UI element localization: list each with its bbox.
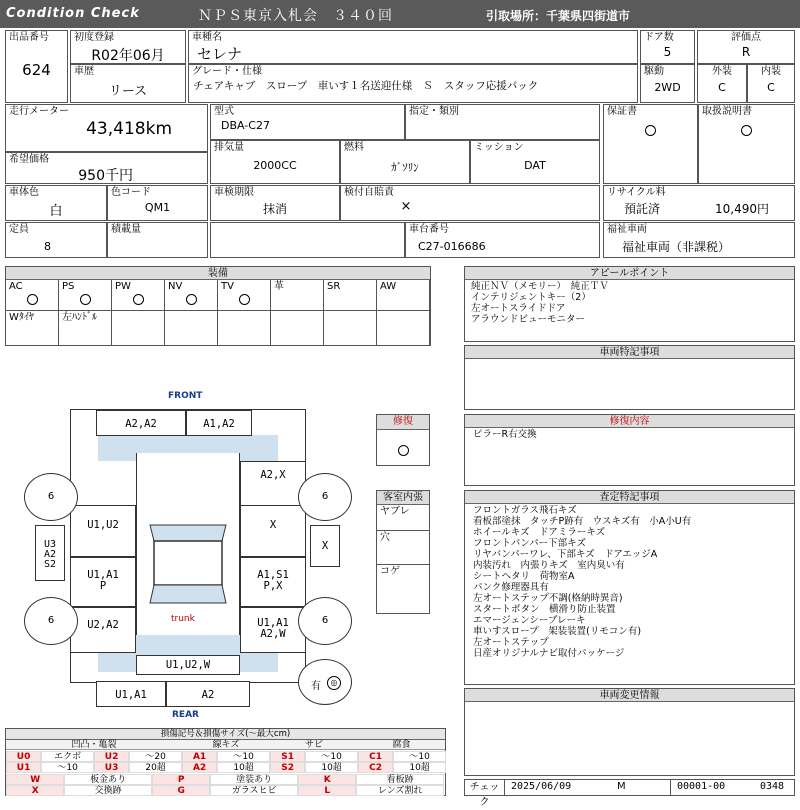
equipment-cell <box>112 280 165 311</box>
grade-score-cell <box>697 30 795 64</box>
price-cell <box>5 152 208 184</box>
drive: 2WD <box>654 81 681 94</box>
model-name-cell <box>188 30 638 64</box>
body-color-cell <box>5 185 107 221</box>
equipment-cell <box>377 311 430 345</box>
blank-cell <box>210 222 405 258</box>
legend-title: 損傷記号＆損傷サイズ(～最大cm) <box>6 729 445 740</box>
equipment-mark <box>186 294 197 305</box>
color-code-cell <box>107 185 208 221</box>
appeal-line: 左オートスライドドア <box>471 303 566 314</box>
legend-code: A2 <box>182 762 217 773</box>
equipment-label: SR <box>327 281 341 292</box>
appeal-line: アラウンドビューモニター <box>471 314 586 325</box>
damage-legend <box>5 728 446 796</box>
warranty-mark <box>604 121 697 140</box>
equipment-cell <box>218 280 271 311</box>
lot-number-cell <box>5 30 68 103</box>
repair-detail-line: ピラーR右交換 <box>473 429 537 440</box>
equipment-label: PW <box>115 281 131 292</box>
exterior-label: 外装 <box>712 66 732 77</box>
legend-code: W <box>6 774 64 785</box>
exterior-cell <box>697 64 747 103</box>
legend-code: C2 <box>358 762 393 773</box>
model-name-label: 車種名 <box>192 32 222 43</box>
legend-header: 腐食 <box>358 740 445 750</box>
inspection: 抹消 <box>262 202 287 216</box>
rear-window <box>136 635 240 655</box>
legend-text: ～10 <box>305 751 358 762</box>
footer-code: 00001-00 <box>677 781 726 792</box>
tire-front-right: 6 <box>298 473 352 521</box>
zone-rear-right: A2 <box>166 681 250 707</box>
front-left-glass <box>98 435 136 461</box>
manual-mark <box>699 121 794 140</box>
model-code: DBA-C27 <box>221 119 270 132</box>
fuel: ｶﾞｿﾘﾝ <box>391 161 419 174</box>
drive-cell <box>640 64 695 103</box>
zone-left-rear-door: U1,A1 P <box>70 557 136 607</box>
inspection-note: スタートボタン 横滑り防止装置 <box>473 604 616 615</box>
legend-header: サビ <box>270 740 358 750</box>
inspection-note: パンク修理器具有 <box>473 582 549 593</box>
equipment-label: AC <box>9 281 23 292</box>
equipment-cell <box>112 311 165 345</box>
liability-insurance-label: 検付自賠責 <box>344 187 394 198</box>
designation-label: 指定・類別 <box>409 106 459 117</box>
doors-label: ドア数 <box>644 32 674 43</box>
welfare: 福祉車両（非課税） <box>622 240 731 254</box>
equipment-label: PS <box>62 281 75 292</box>
inspection-cell <box>210 185 340 221</box>
inspection-label: 車検期限 <box>214 187 254 198</box>
legend-code: X <box>6 785 64 796</box>
grade-spec: チェアキャブ スロープ 車いす１名送迎仕様 Ｓ スタッフ応援パック <box>193 80 539 92</box>
mileage: 43,418km <box>86 119 172 139</box>
legend-code: U0 <box>6 751 41 762</box>
spare-tire-icon: ◎ <box>327 676 341 690</box>
footer-bar <box>464 779 795 808</box>
load-capacity-cell <box>107 222 208 258</box>
legend-code: S2 <box>270 762 305 773</box>
equipment-cell <box>59 311 112 345</box>
zone-right-quarter: U1,A1 A2,W <box>240 607 306 653</box>
legend-header: 凹凸・亀裂 <box>6 740 182 750</box>
inspection-note: エマージェンシーブレーキ <box>473 615 586 626</box>
legend-code: U2 <box>94 751 129 762</box>
displacement-cell <box>210 140 340 184</box>
equipment-cell <box>324 280 377 311</box>
body-color-label: 車体色 <box>9 187 39 198</box>
repair-mark <box>377 441 429 460</box>
spare-tire <box>298 659 352 705</box>
welfare-cell <box>603 222 795 258</box>
body-color: 白 <box>49 204 63 219</box>
lot-number: 624 <box>22 61 51 79</box>
legend-code: P <box>152 774 210 785</box>
model-code-cell <box>210 104 405 140</box>
inspection-note: 左オートステップ <box>473 637 549 648</box>
grade-score: R <box>741 45 751 59</box>
legend-text: 交換跡 <box>64 785 152 796</box>
inspection-notes-panel <box>464 490 795 685</box>
legend-text: 10超 <box>305 762 358 773</box>
repair-detail-panel <box>464 414 795 486</box>
legend-text: ～10 <box>393 751 446 762</box>
appeal-lines <box>471 281 609 325</box>
footer-divider <box>670 780 671 795</box>
zone-rear-left: U1,A1 <box>96 681 166 707</box>
inspection-note: 日産オリジナルナビ取付パッケージ <box>473 648 625 659</box>
mission-cell <box>470 140 600 184</box>
legend-code: S1 <box>270 751 305 762</box>
equipment-cell <box>271 280 324 311</box>
grade-spec-cell <box>188 64 638 103</box>
legend-text: ～10 <box>217 751 270 762</box>
recycle-label: リサイクル料 <box>607 187 666 198</box>
legend-text: エクボ <box>41 751 94 762</box>
inspection-note: リヤバンパーワレ、下部キズ ドアエッジA <box>473 549 658 560</box>
liability-insurance-cell <box>340 185 600 221</box>
equipment-mark <box>27 294 38 305</box>
repair-title: 修復 <box>377 415 429 430</box>
zone-left-side: U3 A2 S2 <box>35 525 65 581</box>
equipment-cell <box>377 280 430 311</box>
cabin-hole-label: 穴 <box>380 532 390 543</box>
legend-text: ～10 <box>41 762 94 773</box>
inspection-note: 車いすスロープ 架装装置(リモコン有) <box>473 626 642 637</box>
mileage-cell <box>5 104 208 152</box>
equipment-cell <box>324 311 377 345</box>
equipment-cell <box>6 280 59 311</box>
legend-code: U1 <box>6 762 41 773</box>
legend-header: 線キズ <box>182 740 270 750</box>
recycle-cell <box>603 185 795 221</box>
legend-text: ガラスヒビ <box>210 785 298 796</box>
legend-code: K <box>298 774 356 785</box>
equipment-cell <box>271 311 324 345</box>
legend-text: レンズ割れ <box>356 785 444 796</box>
zone-left-quarter: U2,A2 <box>70 607 136 653</box>
cabin-tear-label: ヤブレ <box>380 506 410 517</box>
equipment-label: Wﾀｲﾔ <box>9 312 34 323</box>
equipment-cell <box>165 280 218 311</box>
price-label: 希望価格 <box>9 154 49 165</box>
legend-text: ～20 <box>129 751 182 762</box>
tire-front-left: 6 <box>24 473 78 521</box>
displacement: 2000CC <box>253 159 297 172</box>
chassis-label: 車台番号 <box>409 224 449 235</box>
fuel-label: 燃料 <box>344 142 364 153</box>
inspection-note: 看板部塗抹 タッチP跡有 ウスキズ有 小A小U有 <box>473 516 692 527</box>
brand-title: Condition Check <box>6 6 140 21</box>
legend-code: G <box>152 785 210 796</box>
grade-spec-label: グレード・仕様 <box>192 66 262 77</box>
interior-label: 内装 <box>761 66 781 77</box>
cabin-burn <box>377 565 429 613</box>
appeal-panel <box>464 266 795 342</box>
appeal-title: アピールポイント <box>465 267 794 280</box>
legend-text: 10超 <box>217 762 270 773</box>
change-info-panel <box>464 688 795 776</box>
legend-text: 看板跡 <box>356 774 444 785</box>
cabin-burn-label: コゲ <box>380 566 400 577</box>
legend-grid <box>6 740 445 795</box>
trunk-label: trunk <box>171 614 195 624</box>
tire-rear-right: 6 <box>298 597 352 645</box>
drive-label: 駆動 <box>644 66 664 77</box>
grade-score-label: 評価点 <box>731 32 761 43</box>
inspection-note: フロントガラス飛石キズ <box>473 505 577 516</box>
tire-rear-left: 6 <box>24 597 78 645</box>
model-code-label: 型式 <box>214 106 234 117</box>
mission-label: ミッション <box>474 142 524 153</box>
equipment-cell <box>6 311 59 345</box>
legend-text: 20超 <box>129 762 182 773</box>
displacement-label: 排気量 <box>214 142 244 153</box>
equipment-title: 装備 <box>6 267 430 280</box>
cabin-lining-panel <box>376 490 430 614</box>
liability-insurance: × <box>400 199 412 214</box>
check-label: チェック <box>465 780 505 795</box>
special-notes-panel <box>464 345 795 410</box>
welfare-label: 福祉車両 <box>607 224 647 235</box>
color-code: QM1 <box>144 201 171 214</box>
model-name: セレナ <box>197 45 243 63</box>
equipment-cell <box>218 311 271 345</box>
capacity: 8 <box>44 240 51 253</box>
checker: M <box>617 781 626 792</box>
load-capacity-label: 積載量 <box>111 224 141 235</box>
manual-label: 取扱説明書 <box>702 106 752 117</box>
appeal-line: 純正ＮＶ（メモリー） 純正ＴＶ <box>471 281 609 292</box>
color-code-label: 色コード <box>111 187 151 198</box>
chassis-cell <box>405 222 600 258</box>
special-notes-title: 車両特記事項 <box>465 346 794 359</box>
legend-text: 10超 <box>393 762 446 773</box>
equipment-label: AW <box>380 281 397 292</box>
equipment-cell <box>59 280 112 311</box>
zone-right-fender: A2,X <box>240 461 306 507</box>
equipment-label: NV <box>168 281 183 292</box>
zone-left-front-door: U1,U2 <box>70 505 136 557</box>
recycle-amount: 10,490円 <box>715 202 769 216</box>
inspection-notes-list <box>473 505 691 659</box>
windshield <box>136 435 240 453</box>
car-diagram <box>0 385 375 725</box>
legend-code: A1 <box>182 751 217 762</box>
zone-front-right: A1,A2 <box>186 410 252 436</box>
zone-right-front-door: X <box>240 505 306 557</box>
repair-history-box <box>376 414 430 466</box>
check-date: 2025/06/09 <box>511 781 572 792</box>
chassis-number: C27-016686 <box>418 240 486 253</box>
equipment-label: TV <box>221 281 234 292</box>
inspection-note: ホイールキズ ドアミラーキズ <box>473 527 606 538</box>
recycle-status: 預託済 <box>624 202 661 216</box>
designation-cell <box>405 104 600 140</box>
history-cell <box>70 64 186 103</box>
zone-rear-upper: U1,U2,W <box>136 655 240 675</box>
inspection-note: シートヘタリ 荷物室A <box>473 571 575 582</box>
cabin-lining-title: 客室内張 <box>377 491 429 505</box>
first-registration-cell <box>70 30 186 64</box>
pickup-location: 引取場所：千葉県四街道市 <box>486 9 631 23</box>
front-label: FRONT <box>168 391 203 401</box>
fuel-cell <box>340 140 470 184</box>
equipment-grid <box>6 280 430 345</box>
interior-cell <box>747 64 795 103</box>
legend-text: 板金あり <box>64 774 152 785</box>
first-registration-label: 初度登録 <box>74 32 114 43</box>
doors-cell <box>640 30 695 64</box>
warranty-label: 保証書 <box>607 106 637 117</box>
inspection-note: 左オートステップ不調(格納時異音) <box>473 593 623 604</box>
manual-cell <box>698 104 795 184</box>
history-label: 車歴 <box>74 66 94 77</box>
mission: DAT <box>524 159 546 172</box>
inspection-notes-title: 査定特記事項 <box>465 491 794 504</box>
zone-front-left: A2,A2 <box>96 410 186 436</box>
roof-frame <box>150 525 226 605</box>
mileage-label: 走行メーター <box>9 106 69 117</box>
auction-title: ＮＰＳ東京入札会 ３４０回 <box>198 8 393 24</box>
doors: 5 <box>663 45 672 59</box>
warranty-cell <box>603 104 698 184</box>
equipment-mark <box>239 294 250 305</box>
change-info-title: 車両変更情報 <box>465 689 794 702</box>
capacity-label: 定員 <box>9 224 29 235</box>
legend-code: L <box>298 785 356 796</box>
equipment-label: 左ﾊﾝﾄﾞﾙ <box>62 312 97 323</box>
price: 950千円 <box>78 168 133 184</box>
equipment-panel <box>5 266 431 346</box>
interior: C <box>767 81 775 94</box>
capacity-cell <box>5 222 107 258</box>
equipment-label: 革 <box>274 281 284 292</box>
equipment-mark <box>133 294 144 305</box>
rear-label: REAR <box>172 710 199 720</box>
legend-text: 塗装あり <box>210 774 298 785</box>
repair-detail-title: 修復内容 <box>465 415 794 428</box>
zone-right-rear-door: A1,S1 P,X <box>240 557 306 607</box>
cabin-hole <box>377 531 429 565</box>
zone-right-side: X <box>310 525 340 567</box>
header-bar <box>0 0 800 28</box>
cabin-tear <box>377 505 429 531</box>
inspection-note: フロントバンパー下部キズ <box>473 538 586 549</box>
inspection-note: 内装汚れ 内張りキズ 室内臭い有 <box>473 560 625 571</box>
exterior: C <box>718 81 726 94</box>
legend-code: U3 <box>94 762 129 773</box>
footer-number: 0348 <box>760 781 785 792</box>
legend-code: C1 <box>358 751 393 762</box>
appeal-line: インテリジェントキー（2） <box>471 292 591 303</box>
history: リース <box>108 84 148 99</box>
spare-tire-label: 有 <box>311 681 321 692</box>
equipment-mark <box>80 294 91 305</box>
front-right-glass <box>240 435 278 461</box>
equipment-cell <box>165 311 218 345</box>
first-registration: R02年06月 <box>91 48 165 64</box>
lot-number-label: 出品番号 <box>9 32 49 43</box>
